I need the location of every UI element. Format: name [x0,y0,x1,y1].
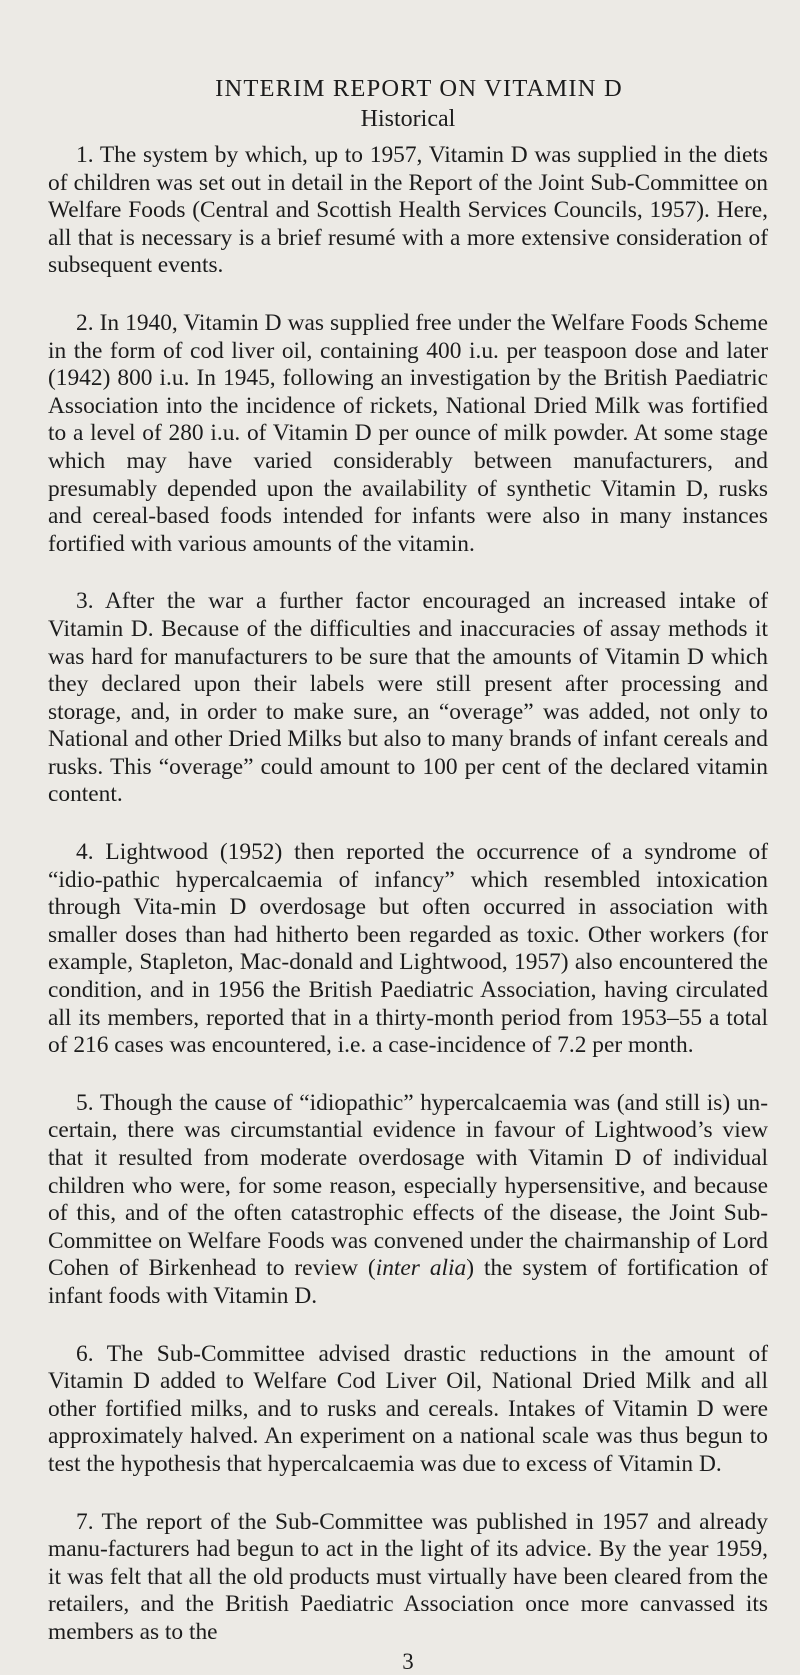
section-heading: Historical [360,106,456,132]
paragraph-number: 6. [76,1340,94,1367]
paragraph-number: 3. [76,588,94,615]
paragraph-list [48,142,768,1647]
paragraph-text: Though the cause of “idiopathic” hypercalcaemia was (and still is) un-certain, there was circumstantial evidence in favour of Lightwood’s view that it resulted from moderate overdosage with Vitamin D of individual children who were, for some reason, especially hypersensitive, and because of this, and of the often catastrophic effects of the disease, the Joint Sub-Committee on Welfare Foods was convened under the chairmanship of Lord Cohen of Birkenhead to review ( [48,1089,768,1282]
paragraph-text: The system by which, up to 1957, Vitamin D was supplied in the diets of children was set out in detail in the Report of the Joint Sub-Committee on Welfare Foods (Central and Scottish Health Services Councils, 1957). Here, all that is necessary is a brief resumé with a more extensive consideration of subsequent events. [48,142,768,279]
paragraph-number: 2. [76,309,94,336]
page-number: 3 [402,1648,414,1674]
paragraph [48,588,768,809]
paragraph-number: 1. [76,142,94,168]
paragraph-number: 5. [76,1089,94,1116]
paragraph [48,1509,768,1647]
paragraph [48,142,768,280]
paragraph-text: After the war a further factor encouraged an increased intake of Vitamin D. Because of the difficulties and inaccuracies of assay methods it was hard for manufacturers to be sure that the amounts of Vitamin D which they declared upon their labels were still present after processing and storage, and, in order to make sure, an “overage” was added, not only to National and other Dried Milks but also to many brands of infant cereals and rusks. This “overage” could amount to 100 per cent of the declared vitamin content. [48,588,769,808]
paragraph [48,1341,768,1479]
paragraph-text: The report of the Sub-Committee was published in 1957 and already manu-facturers had begun to act in the light of its advice. By the year 1959, it was felt that all the old products must virtually have been cleared from the retailers, and the British Paediatric Association once more canvassed its members as to the [48,1508,768,1645]
paragraph-text: The Sub-Committee advised drastic reductions in the amount of Vitamin D added to Welfare Cod Liver Oil, National Dried Milk and all other fortified milks, and to rusks and cereals. Intakes of Vitamin D were approximately halved. An experiment on a national scale was thus begun to test the hypothesis that hypercalcaemia was due to excess of Vitamin D. [48,1340,768,1477]
paragraph-text: Lightwood (1952) then reported the occurrence of a syndrome of “idio-pathic hypercalcaemia of infancy” which resembled intoxication through Vita-min D overdosage but often occurred in association with smaller doses than had hitherto been regarded as toxic. Other workers (for example, Stapleton, Mac-donald and Lightwood, 1957) also encountered the condition, and in 1956 the British Paediatric Association, having circulated all its members, reported that in a thirty-month period from 1953–55 a total of 216 cases was encountered, i.e. a case-incidence of 7.2 per month. [48,839,768,1059]
paragraph-text: In 1940, Vitamin D was supplied free under the Welfare Foods Scheme in the form of cod liver oil, containing 400 i.u. per teaspoon dose and later (1942) 800 i.u. In 1945, following an investigation by the British Paediatric Association into the incidence of rickets, National Dried Milk was fortified to a level of 280 i.u. of Vitamin D per ounce of milk powder. At some stage which may have varied considerably between manufacturers, and presumably depended upon the availability of synthetic Vitamin D, rusks and cereal-based foods intended for infants were also in many instances fortified with various amounts of the vitamin. [48,309,768,557]
paragraph-number: 4. [76,839,94,866]
paragraph-text-italic: inter alia [375,1255,467,1282]
document-title: INTERIM REPORT ON VITAMIN D [215,75,623,102]
paragraph [48,310,768,558]
document-page [48,74,768,1675]
paragraph-number: 7. [76,1508,94,1535]
paragraph [48,839,768,1060]
paragraph [48,1090,768,1311]
paragraph-text: ) the system of fortification of infant foods with Vitamin D. [48,1255,768,1309]
